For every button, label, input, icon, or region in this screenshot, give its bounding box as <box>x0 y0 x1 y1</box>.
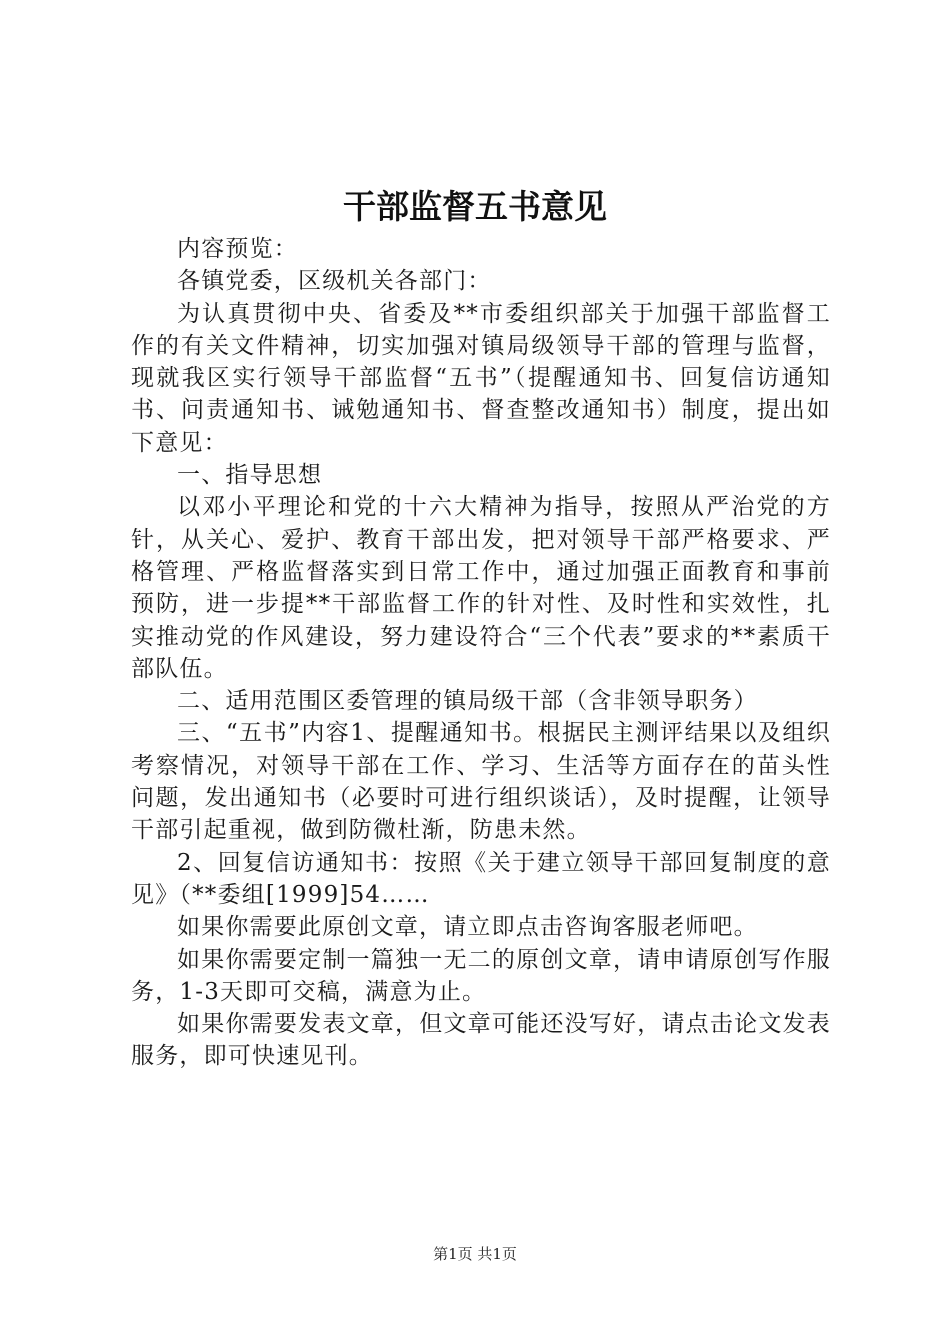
paragraph-consult-service: 如果你需要此原创文章，请立即点击咨询客服老师吧。 <box>177 914 758 941</box>
paragraph-preview-label: 内容预览： <box>177 236 298 262</box>
paragraph-salutation: 各镇党委，区级机关各部门： <box>177 268 492 295</box>
paragraph-guiding-thought: 以邓小平理论和党的十六大精神为指导，按照从严治党的方针，从关心、爱护、教育干部出发，把对领导干部严格要求、严格管理、严格监督落实到日常工作中，通过加强正面教育和事前预防，进一步提**干部监督工作的针对性、及时性和实效性，扎实推动党的作风建设，努力建设符合“三个代表”要求的**素质干部队伍。 <box>131 494 831 682</box>
document-title: 干部监督五书意见 <box>343 187 607 226</box>
paragraph-publishing-service: 如果你需要发表文章，但文章可能还没写好，请点击论文发表服务，即可快速见刊。 <box>131 1011 831 1070</box>
page-number-footer: 第1页 共1页 <box>433 1245 517 1263</box>
heading-scope: 二、适用范围区委管理的镇局级干部（含非领导职务） <box>177 688 758 715</box>
document-body <box>131 233 831 1073</box>
paragraph-intro: 为认真贯彻中央、省委及**市委组织部关于加强干部监督工作的有关文件精神，切实加强对镇局级领导干部的管理与监督，现就我区实行领导干部监督“五书”（提醒通知书、回复信访通知书、问责通知书、诫勉通知书、督查整改通知书）制度，提出如下意见： <box>131 300 831 456</box>
heading-guiding-thought: 一、指导思想 <box>177 462 323 489</box>
paragraph-five-books-content: 三、“五书”内容1、提醒通知书。根据民主测评结果以及组织考察情况，对领导干部在工作、学习、生活等方面存在的苗头性问题，发出通知书（必要时可进行组织谈话），及时提醒，让领导干部引起重视，做到防微杜渐，防患未然。 <box>131 720 831 844</box>
paragraph-custom-writing: 如果你需要定制一篇独一无二的原创文章，请申请原创写作服务，1-3天即可交稿，满意为止。 <box>131 946 831 1005</box>
paragraph-petition-reply: 2、回复信访通知书：按照《关于建立领导干部回复制度的意见》（**委组[1999]54…… <box>131 849 831 908</box>
